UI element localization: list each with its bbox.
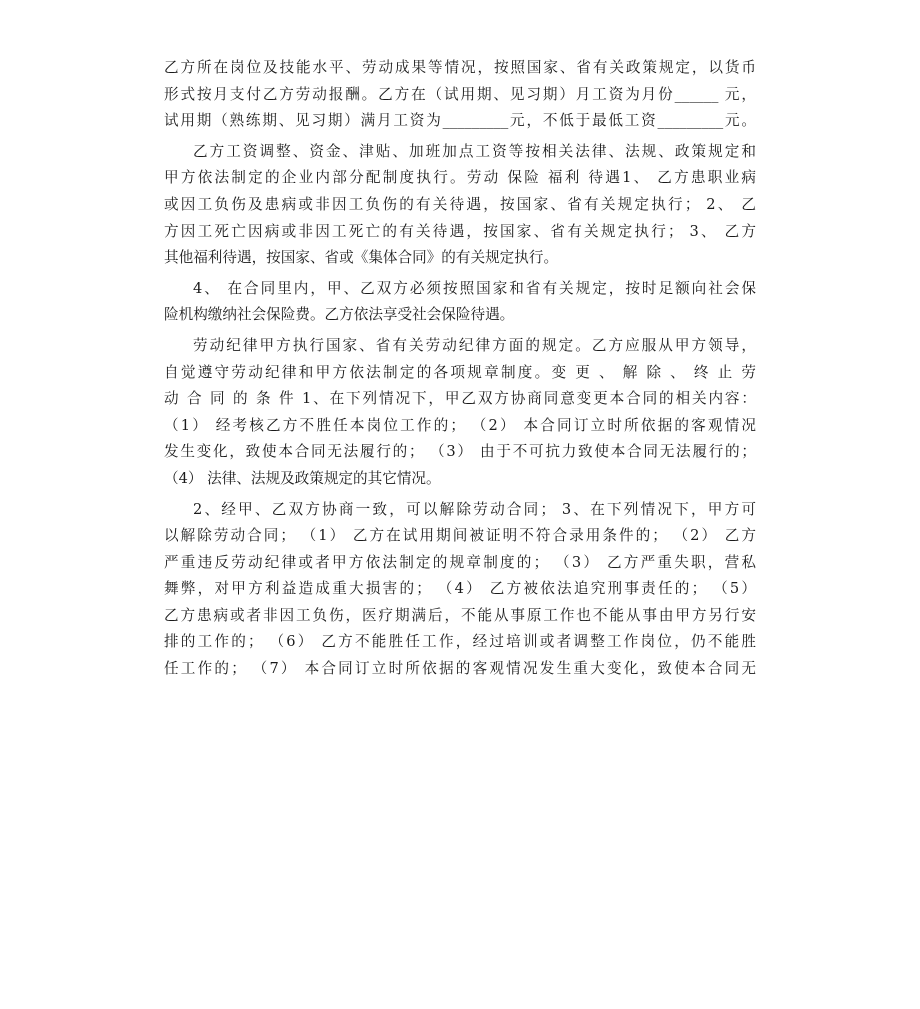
text-line: 劳动纪律甲方执行国家、省有关劳动纪律方面的规定。乙方应服从甲方领导， — [193, 336, 756, 354]
text-line: 任工作的； （7） 本合同订立时所依据的客观情况发生重大变化，致使本合同无 — [164, 660, 756, 678]
text-line: 乙方工资调整、资金、津贴、加班加点工资等按相关法律、法规、政策规定和 — [193, 142, 756, 160]
text-line: 甲方依法制定的企业内部分配制度执行。劳动 保险 福利 待遇1、 乙方患职业病 — [164, 169, 756, 187]
text-line: 试用期（熟练期、见习期）满月工资为_________元，不低于最低工资_________元。 — [164, 112, 756, 130]
text-line: 乙方患病或者非因工负伤，医疗期满后，不能从事原工作也不能从事由甲方另行安 — [164, 606, 756, 624]
text-line: 或因工负伤及患病或非因工负伤的有关待遇，按国家、省有关规定执行； 2、 乙 — [164, 195, 756, 213]
document-page — [164, 55, 756, 683]
text-line: 自觉遵守劳动纪律和甲方依法制定的各项规章制度。变 更 、 解 除 、 终 止 劳 — [164, 363, 756, 381]
text-line: 乙方所在岗位及技能水平、劳动成果等情况，按照国家、省有关政策规定，以货币 — [164, 59, 756, 76]
paragraph-wage-adjustment-welfare — [164, 139, 756, 272]
text-line: 排的工作的； （6） 乙方不能胜任工作，经过培训或者调整工作岗位，仍不能胜 — [164, 633, 756, 651]
text-line: 严重违反劳动纪律或者甲方依法制定的规章制度的； （3） 乙方严重失职，营私 — [164, 553, 756, 571]
text-line: 以解除劳动合同； （1） 乙方在试用期间被证明不符合录用条件的； （2） 乙方 — [164, 527, 756, 545]
paragraph-social-insurance — [164, 276, 756, 329]
paragraph-labor-discipline — [164, 333, 756, 493]
text-line: 险机构缴纳社会保险费。乙方依法享受社会保险待遇。 — [164, 306, 515, 324]
text-line: （1） 经考核乙方不胜任本岗位工作的； （2） 本合同订立时所依据的客观情况 — [164, 416, 756, 434]
text-line: （4） 法律、法规及政策规定的其它情况。 — [164, 469, 441, 487]
text-line: 舞弊，对甲方利益造成重大损害的； （4） 乙方被依法追究刑事责任的； （5） — [164, 580, 756, 598]
text-line: 其他福利待遇，按国家、省或《集体合同》的有关规定执行。 — [164, 249, 559, 267]
text-line: 方因工死亡因病或非因工死亡的有关待遇，按国家、省有关规定执行； 3、 乙方 — [164, 222, 756, 240]
text-line: 发生变化，致使本合同无法履行的； （3） 由于不可抗力致使本合同无法履行的； — [164, 443, 756, 461]
text-line: 2、经甲、乙双方协商一致，可以解除劳动合同； 3、在下列情况下，甲方可 — [193, 500, 756, 518]
text-line: 4、 在合同里内，甲、乙双方必须按照国家和省有关规定，按时足额向社会保 — [193, 279, 756, 297]
text-line: 动 合 同 的 条 件 1、在下列情况下，甲乙双方协商同意变更本合同的相关内容： — [164, 390, 756, 408]
paragraph-contract-termination — [164, 497, 756, 683]
paragraph-wages — [164, 55, 756, 135]
text-line: 形式按月支付乙方劳动报酬。乙方在（试用期、见习期）月工资为月份______ 元， — [164, 85, 756, 103]
